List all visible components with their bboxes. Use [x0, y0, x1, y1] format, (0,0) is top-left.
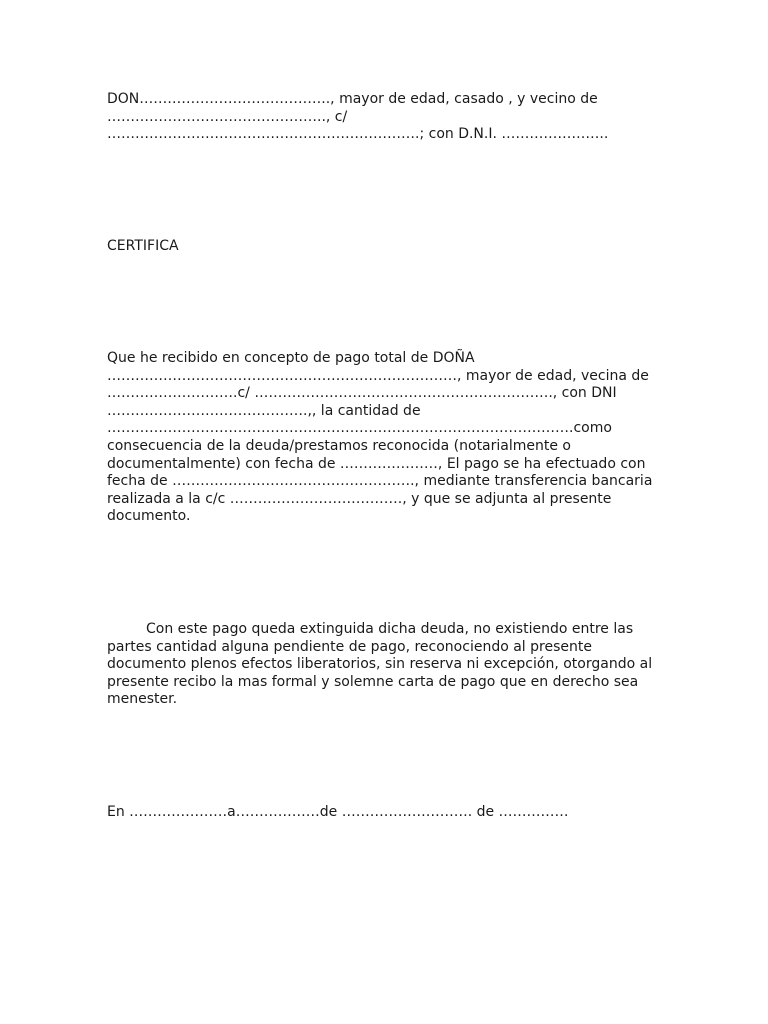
certifica-text: CERTIFICA	[107, 238, 179, 254]
declarant-info	[107, 91, 652, 144]
receipt-line-2: …………………………………………………………………, mayor de edad, vecina de	[107, 367, 649, 384]
declarant-line-2: ……………………………………….., c/	[107, 108, 348, 125]
receipt-line-3: ……………………….c/ ………………………………………………………., con DNI	[107, 385, 617, 402]
closing-line-2: partes cantidad alguna pendiente de pago, reconociendo al presente	[107, 638, 592, 655]
closing-line-5: menester.	[107, 691, 178, 708]
declarant-line-3: ………………………………………………………….; con D.N.I. …………………..	[107, 126, 609, 143]
closing-paragraph	[107, 621, 652, 709]
closing-line-3: documento plenos efectos liberatorios, sin reserva ni excepción, otorgando al	[107, 656, 653, 673]
receipt-line-8: fecha de ……………………………………………., mediante transferencia bancaria	[107, 473, 653, 490]
closing-line-1: Con este pago queda extinguida dicha deuda, no existiendo entre las	[146, 621, 634, 637]
certifica-heading	[107, 238, 652, 256]
place-date-line	[107, 804, 652, 822]
receipt-line-10: documento.	[107, 508, 191, 525]
receipt-line-5: ……………………………………………………………………………………….como	[107, 420, 612, 437]
receipt-line-9: realizada a la c/c ………………………………., y que se adjunta al presente	[107, 490, 612, 507]
receipt-paragraph	[107, 350, 652, 526]
receipt-line-1: Que he recibido en concepto de pago total de DOÑA	[107, 350, 475, 366]
place-date-text: En …………………a………………de ………………………. de ……………	[107, 804, 569, 820]
receipt-line-6: consecuencia de la deuda/prestamos reconocida (notarialmente o	[107, 437, 571, 454]
closing-line-4: presente recibo la mas formal y solemne carta de pago que en derecho sea	[107, 673, 639, 690]
declarant-line-1: DON………………………………….., mayor de edad, casado , y vecino de	[107, 91, 598, 107]
receipt-line-7: documentalmente) con fecha de …………………, El pago se ha efectuado con	[107, 455, 646, 472]
receipt-line-4: …………………………………….,, la cantidad de	[107, 402, 421, 419]
